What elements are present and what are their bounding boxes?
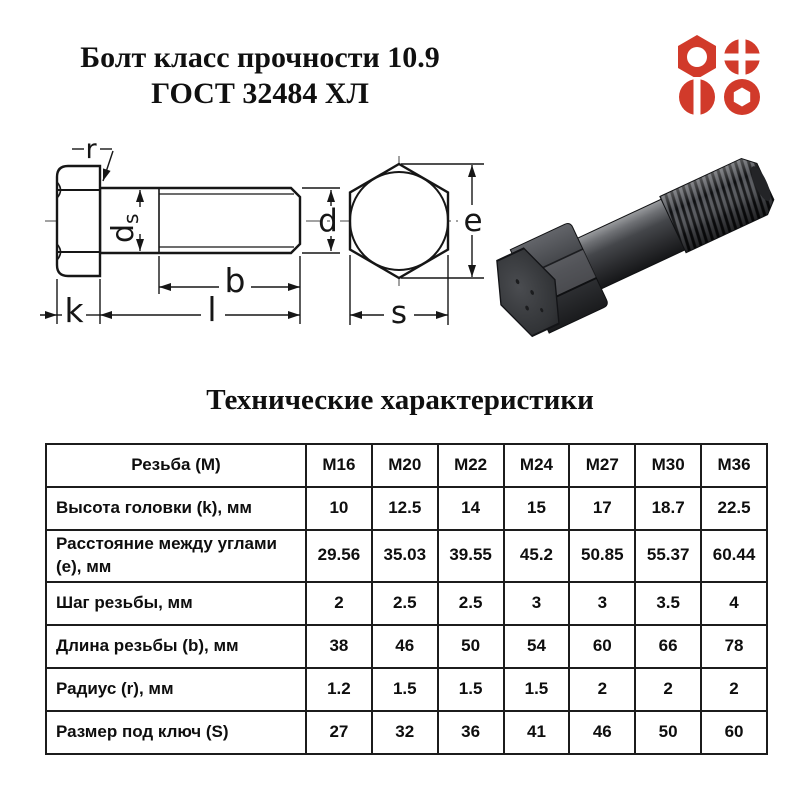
value-cell: 39.55 <box>438 530 504 582</box>
specs-table <box>45 443 768 755</box>
value-cell: 3 <box>504 582 570 625</box>
dim-label-l: l <box>207 290 217 329</box>
value-cell: 46 <box>372 625 438 668</box>
value-cell: 41 <box>504 711 570 754</box>
value-cell: 35.03 <box>372 530 438 582</box>
value-cell: 27 <box>306 711 372 754</box>
value-cell: 60 <box>701 711 767 754</box>
dim-label-d: d <box>318 203 338 239</box>
value-cell: 3 <box>569 582 635 625</box>
value-cell: 50 <box>438 625 504 668</box>
table-header-cell: Резьба (М) <box>46 444 306 487</box>
hex-nut-icon <box>678 35 716 79</box>
value-cell: 45.2 <box>504 530 570 582</box>
value-cell: 60 <box>569 625 635 668</box>
dim-label-s: s <box>390 295 408 331</box>
row-label-cell: Шаг резьбы, мм <box>46 582 306 625</box>
bolt-technical-drawing <box>0 0 495 350</box>
row-label-cell: Высота головки (k), мм <box>46 487 306 530</box>
title-line-2: ГОСТ 32484 ХЛ <box>151 77 369 110</box>
dim-label-r: r <box>85 134 97 165</box>
value-cell: 2 <box>635 668 701 711</box>
value-cell: 17 <box>569 487 635 530</box>
table-header-cell: М24 <box>504 444 570 487</box>
value-cell: 22.5 <box>701 487 767 530</box>
value-cell: 2 <box>701 668 767 711</box>
value-cell: 1.5 <box>372 668 438 711</box>
table-header-cell: М36 <box>701 444 767 487</box>
value-cell: 12.5 <box>372 487 438 530</box>
value-cell: 2.5 <box>438 582 504 625</box>
table-row <box>46 487 767 530</box>
row-label-cell: Размер под ключ (S) <box>46 711 306 754</box>
slotted-head-icon <box>679 77 715 117</box>
value-cell: 60.44 <box>701 530 767 582</box>
value-cell: 38 <box>306 625 372 668</box>
value-cell: 15 <box>504 487 570 530</box>
value-cell: 4 <box>701 582 767 625</box>
dim-label-b: b <box>224 261 246 300</box>
value-cell: 2 <box>569 668 635 711</box>
dim-label-k: k <box>64 291 84 330</box>
table-row <box>46 711 767 754</box>
value-cell: 46 <box>569 711 635 754</box>
table-header-cell: М22 <box>438 444 504 487</box>
table-header-cell: М27 <box>569 444 635 487</box>
value-cell: 3.5 <box>635 582 701 625</box>
value-cell: 54 <box>504 625 570 668</box>
value-cell: 29.56 <box>306 530 372 582</box>
value-cell: 1.5 <box>504 668 570 711</box>
value-cell: 2 <box>306 582 372 625</box>
value-cell: 2.5 <box>372 582 438 625</box>
value-cell: 78 <box>701 625 767 668</box>
value-cell: 32 <box>372 711 438 754</box>
value-cell: 1.2 <box>306 668 372 711</box>
dim-label-ds: ds <box>106 213 143 243</box>
bolt-head-outline <box>57 166 100 276</box>
value-cell: 36 <box>438 711 504 754</box>
table-row <box>46 668 767 711</box>
value-cell: 1.5 <box>438 668 504 711</box>
table-row <box>46 530 767 582</box>
hex-head-end-view <box>350 164 448 278</box>
table-header-cell: М20 <box>372 444 438 487</box>
row-label-cell: Длина резьбы (b), мм <box>46 625 306 668</box>
value-cell: 55.37 <box>635 530 701 582</box>
table-header-cell: М30 <box>635 444 701 487</box>
value-cell: 18.7 <box>635 487 701 530</box>
phillips-head-icon <box>722 37 762 77</box>
row-label-cell: Расстояние между углами (е), мм <box>46 530 306 582</box>
bolt-photo <box>495 128 795 343</box>
section-title: Технические характеристики <box>206 384 594 416</box>
table-row <box>46 582 767 625</box>
value-cell: 50.85 <box>569 530 635 582</box>
value-cell: 14 <box>438 487 504 530</box>
row-label-cell: Радиус (r), мм <box>46 668 306 711</box>
title-line-1: Болт класс прочности 10.9 <box>80 41 440 74</box>
fastener-logo <box>673 33 765 119</box>
value-cell: 10 <box>306 487 372 530</box>
table-row <box>46 625 767 668</box>
table-header-cell: М16 <box>306 444 372 487</box>
dim-label-e: e <box>463 203 483 239</box>
socket-head-icon <box>724 79 760 115</box>
table-header-row <box>46 444 767 487</box>
value-cell: 66 <box>635 625 701 668</box>
value-cell: 50 <box>635 711 701 754</box>
